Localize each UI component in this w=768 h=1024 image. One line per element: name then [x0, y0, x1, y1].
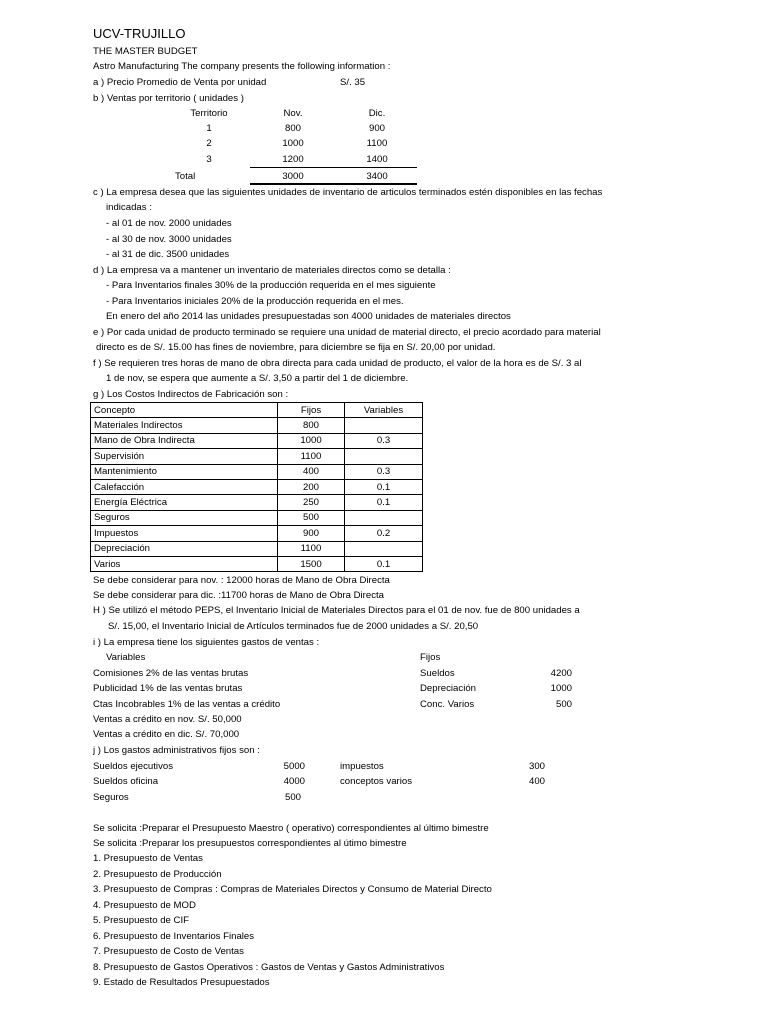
variables-header: Variables [106, 652, 146, 663]
fijos-cell: 1100 [278, 449, 345, 464]
credit-sales-dic: Ventas a crédito en dic. S/. 70,000 [93, 729, 240, 740]
budget-item: 6. Presupuesto de Inventarios Finales [93, 931, 255, 942]
territory-header: Territorio [190, 108, 228, 119]
fixed-expense-value: 4200 [550, 668, 572, 679]
fijos-header: Fijos [420, 652, 441, 663]
fijos-cell: 1500 [278, 556, 345, 571]
variables-cell: 0.3 [345, 433, 423, 448]
variable-expense: Comisiones 2% de las ventas brutas [93, 668, 249, 679]
item-b-label: b ) Ventas por territorio ( unidades ) [93, 93, 244, 104]
fijos-cell: 1100 [278, 541, 345, 556]
fixed-expense-name: Sueldos [420, 668, 455, 679]
budget-item: 3. Presupuesto de Compras : Compras de Materiales Directos y Consumo de Material Directo [93, 884, 492, 895]
admin-expense-value: 400 [528, 776, 545, 787]
fijos-cell: 900 [278, 526, 345, 541]
budget-item: 4. Presupuesto de MOD [93, 900, 196, 911]
list-item: - Para Inventarios finales 30% de la producción requerida en el mes siguiente [106, 280, 436, 291]
concepto-cell: Depreciación [91, 541, 278, 556]
total-rule [250, 167, 417, 168]
variables-cell: 0.1 [345, 556, 423, 571]
fijos-cell: 400 [278, 464, 345, 479]
concepto-cell: Materiales Indirectos [91, 418, 278, 433]
budget-item: 1. Presupuesto de Ventas [93, 853, 203, 864]
admin-expense-name: Seguros [93, 792, 129, 803]
dic-cell: 1100 [366, 138, 388, 149]
section-heading: THE MASTER BUDGET [93, 46, 198, 57]
item-h-line: H ) Se utilizó el método PEPS, el Inventario Inicial de Materiales Directos para el 01 de nov. fue de 800 unidades a [93, 605, 580, 616]
table-row [91, 464, 423, 479]
variables-cell: 0.2 [345, 526, 423, 541]
item-f-line: f ) Se requieren tres horas de mano de obra directa para cada unidad de producto, el valor de la hora es de S/. 3 al [93, 358, 582, 369]
table-row [91, 541, 423, 556]
table-row [91, 510, 423, 525]
nov-cell: 800 [284, 123, 301, 134]
concepto-cell: Calefacción [91, 479, 278, 494]
nov-cell: 1200 [282, 154, 304, 165]
variables-cell [345, 541, 423, 556]
item-g-label: g ) Los Costos Indirectos de Fabricación son : [93, 389, 289, 400]
fijos-cell: 800 [278, 418, 345, 433]
page-title: UCV-TRUJILLO [93, 26, 186, 41]
variables-cell: 0.1 [345, 495, 423, 510]
item-f-line: 1 de nov, se espera que aumente a S/. 3,50 a partir del 1 de diciembre. [106, 373, 409, 384]
fixed-expense-name: Depreciación [420, 683, 476, 694]
concepto-cell: Energía Eléctrica [91, 495, 278, 510]
table-row [91, 526, 423, 541]
variables-cell [345, 418, 423, 433]
item-c-line: indicadas : [106, 202, 152, 213]
admin-expense-name: conceptos varios [340, 776, 412, 787]
fixed-expense-name: Conc. Varios [420, 699, 475, 710]
header-cell: Fijos [278, 403, 345, 418]
concepto-cell: Impuestos [91, 526, 278, 541]
total-label: Total [175, 171, 196, 182]
request-line: Se solicita :Preparar el Presupuesto Maestro ( operativo) correspondientes al último bimestre [93, 823, 489, 834]
item-j-label: j ) Los gastos administrativos fijos son : [93, 745, 260, 756]
table-row [91, 495, 423, 510]
list-item: - al 31 de dic. 3500 unidades [106, 249, 230, 260]
table-row [91, 479, 423, 494]
concepto-cell: Seguros [91, 510, 278, 525]
fixed-expense-value: 500 [555, 699, 572, 710]
territory-cell: 2 [206, 138, 212, 149]
concepto-cell: Varios [91, 556, 278, 571]
budget-item: 2. Presupuesto de Producción [93, 869, 222, 880]
header-cell: Concepto [91, 403, 278, 418]
list-item: - al 01 de nov. 2000 unidades [106, 218, 232, 229]
fijos-cell: 200 [278, 479, 345, 494]
header-cell: Variables [345, 403, 423, 418]
variable-expense: Publicidad 1% de las ventas brutas [93, 683, 243, 694]
table-row [91, 449, 423, 464]
item-c-line: c ) La empresa desea que las siguientes unidades de inventario de articulos terminados estén disponibles en las fechas [93, 187, 603, 198]
concepto-cell: Mano de Obra Indirecta [91, 433, 278, 448]
item-d-line: En enero del año 2014 las unidades presupuestadas son 4000 unidades de materiales directos [106, 311, 511, 322]
credit-sales-nov: Ventas a crédito en nov. S/. 50,000 [93, 714, 242, 725]
variables-cell: 0.3 [345, 464, 423, 479]
territory-cell: 1 [206, 123, 212, 134]
budget-item: 8. Presupuesto de Gastos Operativos : Gastos de Ventas y Gastos Administrativos [93, 962, 445, 973]
item-e-line: directo es de S/. 15.00 has fines de noviembre, para diciembre se fija en S/. 20,00 por unidad. [96, 342, 496, 353]
item-g-note: Se debe considerar para dic. :11700 horas de Mano de Obra Directa [93, 590, 385, 601]
item-a-value: S/. 35 [340, 77, 366, 88]
fijos-cell: 500 [278, 510, 345, 525]
admin-expense-name: impuestos [340, 761, 384, 772]
intro-text: Astro Manufacturing The company presents the following information : [93, 61, 391, 72]
admin-expense-value: 500 [284, 792, 301, 803]
dic-cell: 900 [368, 123, 385, 134]
admin-expense-name: Sueldos oficina [93, 776, 159, 787]
item-e-line: e ) Por cada unidad de producto terminado se requiere una unidad de material directo, el precio acordado para material [93, 327, 601, 338]
admin-expense-value: 5000 [283, 761, 305, 772]
budget-item: 7. Presupuesto de Costo de Ventas [93, 946, 244, 957]
list-item: - al 30 de nov. 3000 unidades [106, 234, 232, 245]
cif-table [90, 402, 423, 572]
variables-cell [345, 510, 423, 525]
fijos-cell: 250 [278, 495, 345, 510]
admin-expense-value: 300 [528, 761, 545, 772]
variables-cell [345, 449, 423, 464]
variable-expense: Ctas Incobrables 1% de las ventas a crédito [93, 699, 281, 710]
admin-expense-name: Sueldos ejecutivos [93, 761, 173, 772]
concepto-cell: Mantenimiento [91, 464, 278, 479]
dic-header: Dic. [368, 108, 386, 119]
item-h-line: S/. 15,00, el Inventario Inicial de Artículos terminados fue de 2000 unidades a S/. 20,50 [108, 621, 479, 632]
total-underline [250, 183, 417, 185]
fixed-expense-value: 1000 [550, 683, 572, 694]
item-g-note: Se debe considerar para nov. : 12000 horas de Mano de Obra Directa [93, 575, 390, 586]
item-a-label: a ) Precio Promedio de Venta por unidad [93, 77, 267, 88]
list-item: - Para Inventarios iniciales 20% de la producción requerida en el mes. [106, 296, 404, 307]
table-header-row [91, 403, 423, 418]
table-row [91, 433, 423, 448]
table-row [91, 556, 423, 571]
total-nov: 3000 [282, 171, 304, 182]
admin-expense-value: 4000 [283, 776, 305, 787]
concepto-cell: Supervisión [91, 449, 278, 464]
nov-header: Nov. [283, 108, 303, 119]
nov-cell: 1000 [282, 138, 304, 149]
variables-cell: 0.1 [345, 479, 423, 494]
dic-cell: 1400 [366, 154, 388, 165]
item-d-line: d ) La empresa va a mantener un inventario de materiales directos como se detalla : [93, 265, 451, 276]
total-dic: 3400 [366, 171, 388, 182]
fijos-cell: 1000 [278, 433, 345, 448]
territory-cell: 3 [206, 154, 212, 165]
table-row [91, 418, 423, 433]
budget-item: 9. Estado de Resultados Presupuestados [93, 977, 270, 988]
request-line: Se solicita :Preparar los presupuestos correspondientes al útimo bimestre [93, 838, 407, 849]
budget-item: 5. Presupuesto de CIF [93, 915, 189, 926]
item-i-label: i ) La empresa tiene los siguientes gastos de ventas : [93, 637, 320, 648]
